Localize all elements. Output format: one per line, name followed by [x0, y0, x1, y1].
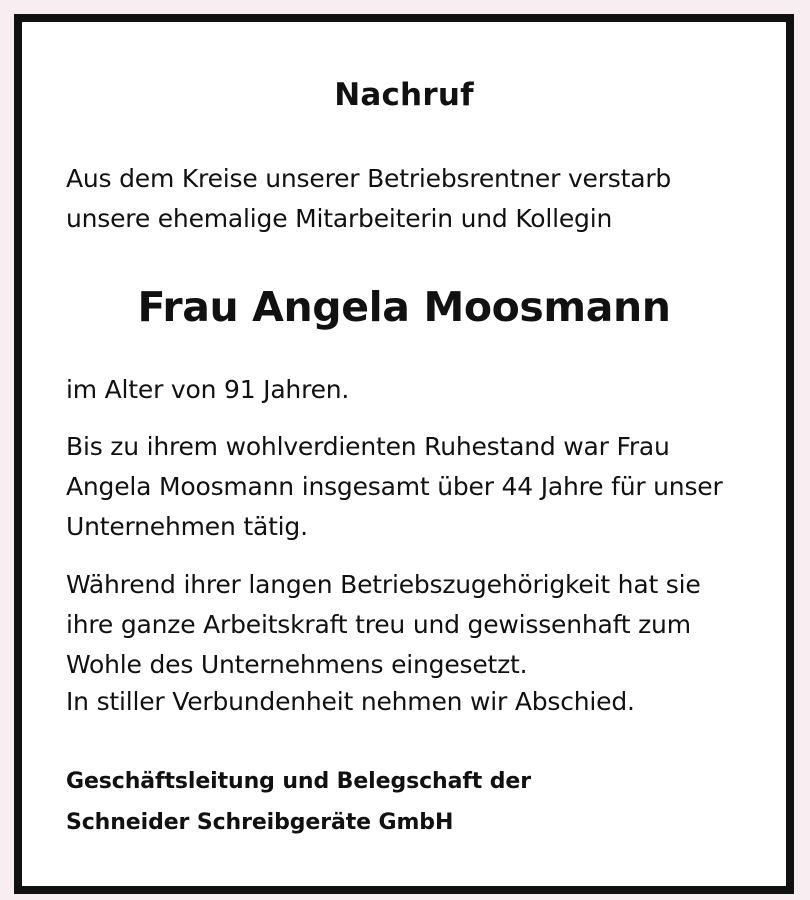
notice-title: Nachruf [334, 77, 474, 113]
age-text: im Alter von 91 Jahren. [66, 375, 350, 404]
service-paragraph: Bis zu ihrem wohlverdienten Ruhestand war Frau Angela Moosmann insgesamt über 44 Jahre für unser Unternehmen tätig. [66, 432, 723, 541]
farewell-paragraph: In stiller Verbundenheit nehmen wir Abschied. [66, 687, 635, 716]
tribute-paragraph: Während ihrer langen Betriebszugehörigkeit hat sie ihre ganze Arbeitskraft treu und gewissenhaft zum Wohle des Unternehmens eingesetzt. [66, 570, 701, 679]
intro-text: Aus dem Kreise unserer Betriebsrentner verstarb unsere ehemalige Mitarbeiterin und Kollegin [66, 164, 672, 233]
signature-line-2: Schneider Schreibgeräte GmbH [66, 810, 454, 835]
obituary-card [14, 14, 794, 894]
deceased-name: Frau Angela Moosmann [137, 283, 671, 331]
signature-line-1: Geschäftsleitung und Belegschaft der [66, 769, 531, 794]
